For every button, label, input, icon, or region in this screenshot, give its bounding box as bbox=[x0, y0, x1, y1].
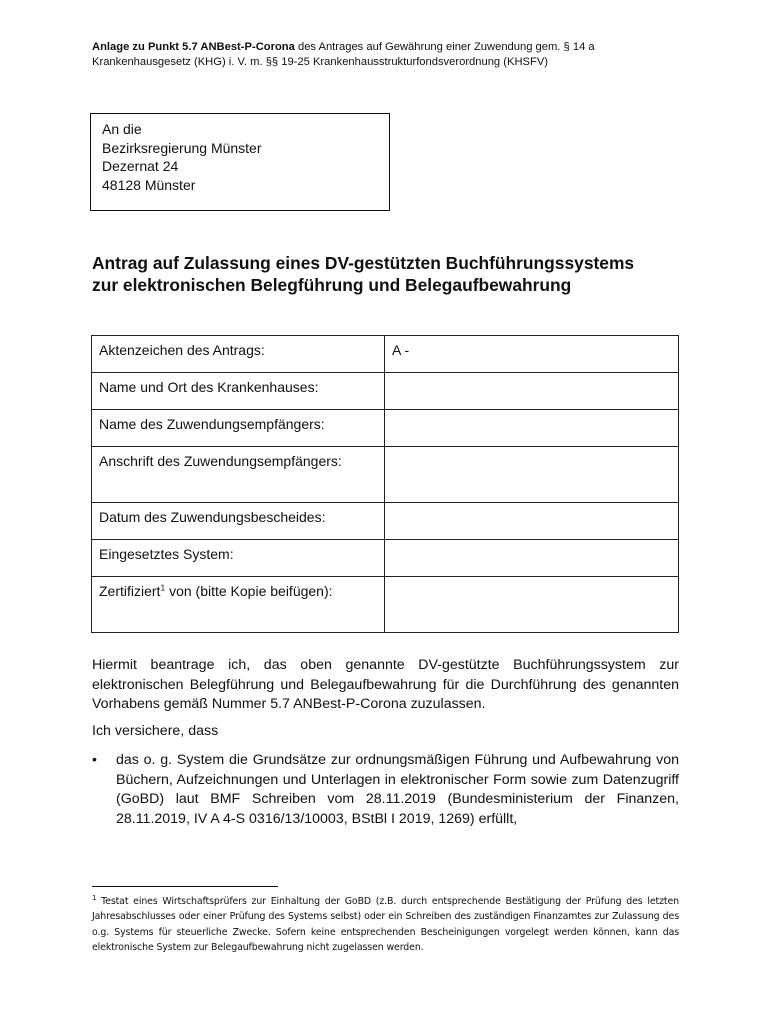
footnote-text: Testat eines Wirtschaftsprüfers zur Einhaltung der GoBD (z.B. durch entsprechende Bestätigung der Prüfung des letzten Jahresabschlusses oder einer Prüfung des Systems selbst) oder ein Schreiben des zuständigen Finanzamtes zur Zulassung des o.g. Systems für steuerliche Zwecke. Sofern keine entsprechenden Bescheinigungen vorgelegt werden können, kann das elektronische System zur Belegaufbewahrung nicht zugelassen werden. bbox=[92, 896, 679, 953]
title-line-2: zur elektronischen Belegführung und Belegaufbewahrung bbox=[92, 275, 572, 295]
form-value-anschrift[interactable] bbox=[385, 447, 679, 503]
form-value-zertifiziert[interactable] bbox=[385, 577, 679, 633]
table-row bbox=[92, 336, 679, 373]
table-row bbox=[92, 503, 679, 540]
form-label: Aktenzeichen des Antrags: bbox=[92, 336, 385, 373]
footnote-ref: 1 bbox=[160, 582, 166, 593]
bullet-text: das o. g. System die Grundsätze zur ordnungsmäßigen Führung und Aufbewahrung von Büchern, Aufzeichnungen und Unterlagen in elektronischer Form sowie zum Datenzugriff (GoBD) laut BMF Schreiben vom 28.11.2019 (Bundesministerium der Finanzen, 28.11.2019, IV A 4-S 0316/13/10003, BStBl I 2019, 1269) erfüllt, bbox=[116, 752, 679, 827]
form-value-system[interactable] bbox=[385, 540, 679, 577]
table-row bbox=[92, 410, 679, 447]
footnote bbox=[92, 894, 679, 955]
table-row bbox=[92, 540, 679, 577]
body-paragraph-2: Ich versichere, dass bbox=[92, 723, 219, 739]
table-row bbox=[92, 447, 679, 503]
title-line-1: Antrag auf Zulassung eines DV-gestützten Buchführungssystems bbox=[92, 253, 635, 273]
form-label: Name und Ort des Krankenhauses: bbox=[92, 373, 385, 410]
bullet-icon: • bbox=[92, 752, 97, 768]
header-bold: Anlage zu Punkt 5.7 ANBest-P-Corona bbox=[92, 41, 295, 53]
footnote-number: 1 bbox=[92, 893, 97, 902]
header-text: des Antrages auf Gewährung einer Zuwendung gem. § 14 a Krankenhausgesetz (KHG) i. V. m. §§ 19-25 Krankenhausstrukturfondsverordnung (KHSFV) bbox=[92, 41, 595, 68]
form-label: Anschrift des Zuwendungsempfängers: bbox=[92, 447, 385, 503]
address-line-2: Bezirksregierung Münster bbox=[102, 139, 262, 156]
form-label-suffix: von (bitte Kopie beifügen): bbox=[165, 583, 333, 599]
address-line-3: Dezernat 24 bbox=[102, 158, 179, 174]
address-line-1: An die bbox=[102, 121, 142, 137]
form-value-zuwendungsempfaenger[interactable] bbox=[385, 410, 679, 447]
form-label-text: Zertifiziert bbox=[99, 583, 161, 599]
form-value-aktenzeichen[interactable]: A - bbox=[385, 336, 679, 373]
form-label: Name des Zuwendungsempfängers: bbox=[92, 410, 385, 447]
form-value-datum[interactable] bbox=[385, 503, 679, 540]
table-row bbox=[92, 373, 679, 410]
form-label bbox=[92, 577, 385, 633]
footnote-divider bbox=[92, 886, 278, 887]
document-header bbox=[92, 40, 682, 69]
form-label: Datum des Zuwendungsbescheides: bbox=[92, 503, 385, 540]
body-paragraph-1: Hiermit beantrage ich, das oben genannte DV-gestützte Buchführungssystem zur elektronischen Belegführung und Belegaufbewahrung für die Durchführung des genannten Vorhabens gemäß Nummer 5.7 ANBest-P-Corona zuzulassen. bbox=[92, 657, 679, 712]
form-label: Eingesetztes System: bbox=[92, 540, 385, 577]
application-form-table bbox=[91, 335, 679, 633]
form-value-krankenhaus[interactable] bbox=[385, 373, 679, 410]
document-title bbox=[92, 252, 692, 296]
table-row bbox=[92, 577, 679, 633]
address-box bbox=[90, 113, 390, 211]
address-line-4: 48128 Münster bbox=[102, 176, 196, 193]
